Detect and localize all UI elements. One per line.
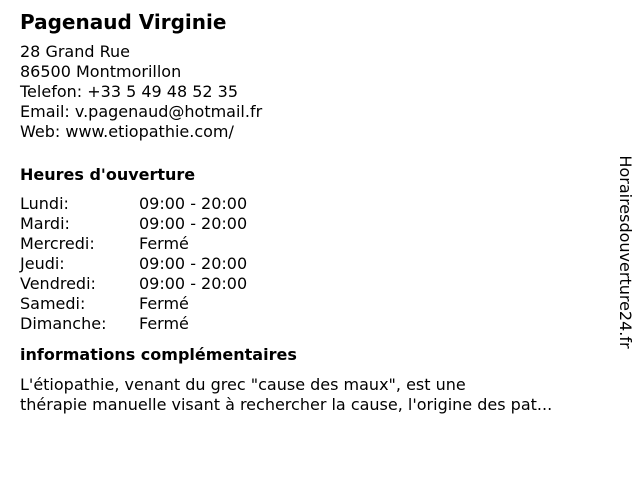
business-name: Pagenaud Virginie (20, 10, 227, 34)
description-line-2: thérapie manuelle visant à rechercher la cause, l'origine des pat... (20, 395, 553, 414)
hours-row-wednesday (20, 234, 610, 254)
hours-time: 09:00 - 20:00 (139, 274, 248, 293)
address-street: 28 Grand Rue (20, 42, 130, 61)
hours-time: Fermé (139, 234, 189, 253)
hours-day: Mercredi: (20, 234, 95, 253)
hours-row-saturday (20, 294, 610, 314)
hours-row-friday (20, 274, 610, 294)
hours-day: Mardi: (20, 214, 70, 233)
hours-time: 09:00 - 20:00 (139, 254, 248, 273)
hours-day: Vendredi: (20, 274, 96, 293)
hours-row-monday (20, 194, 610, 214)
hours-row-thursday (20, 254, 610, 274)
business-card (20, 10, 610, 415)
opening-hours-table (20, 194, 610, 334)
hours-time: 09:00 - 20:00 (139, 194, 248, 213)
address-city: 86500 Montmorillon (20, 62, 182, 81)
hours-row-tuesday (20, 214, 610, 234)
opening-hours-heading: Heures d'ouverture (20, 165, 196, 184)
site-watermark: Horairesdouverture24.fr (616, 155, 635, 349)
hours-day: Samedi: (20, 294, 86, 313)
additional-info-heading: informations complémentaires (20, 345, 297, 364)
hours-time: Fermé (139, 294, 189, 313)
hours-day: Jeudi: (20, 254, 65, 273)
email-line: Email: v.pagenaud@hotmail.fr (20, 102, 263, 121)
hours-time: 09:00 - 20:00 (139, 214, 248, 233)
website-line: Web: www.etiopathie.com/ (20, 122, 234, 141)
hours-row-sunday (20, 314, 610, 334)
hours-time: Fermé (139, 314, 189, 333)
phone-line: Telefon: +33 5 49 48 52 35 (20, 82, 239, 101)
hours-day: Dimanche: (20, 314, 107, 333)
description-line-1: L'étiopathie, venant du grec "cause des maux", est une (20, 375, 466, 394)
hours-day: Lundi: (20, 194, 69, 213)
